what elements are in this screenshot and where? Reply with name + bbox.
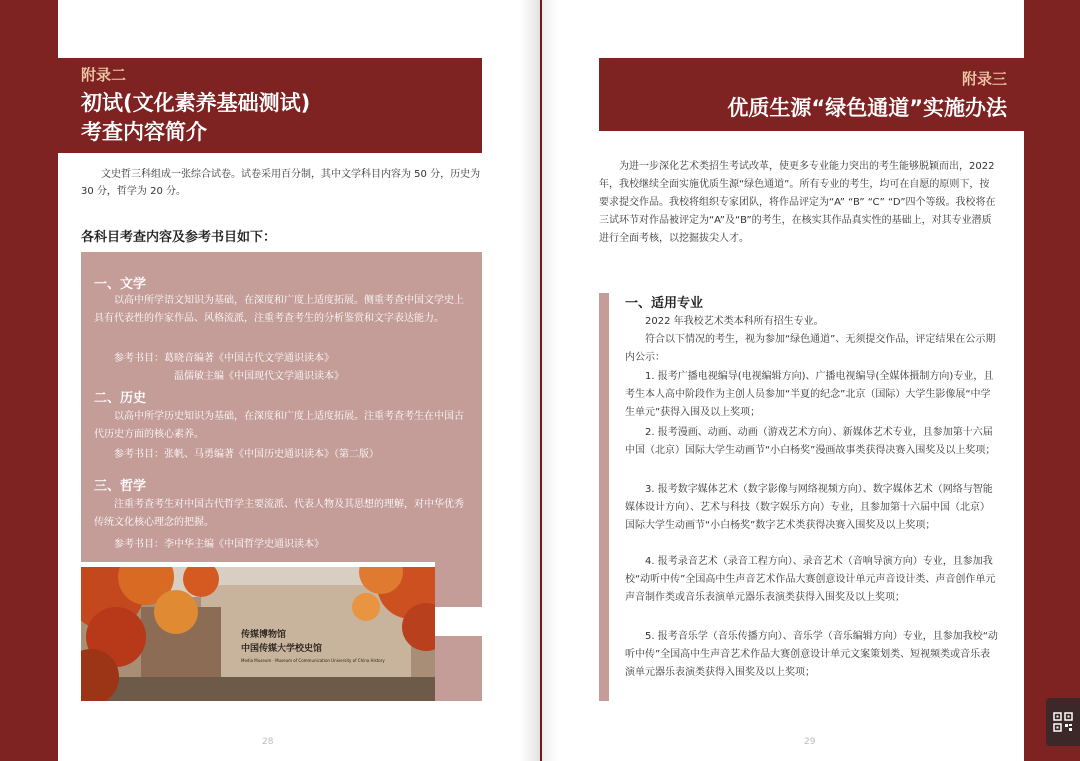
list-item: 2. 报考漫画、动画、动画（游戏艺术方向）、新媒体艺术专业，且参加第十六届中国（北京）国际大学生动画节“小白杨奖”漫画故事类获得决赛入围奖及以上奖项； <box>625 427 996 456</box>
sign-text: Media Museum · Museum of Communication University of China History <box>241 658 385 663</box>
page-title-line-1: 初试(文化素养基础测试) <box>81 91 311 115</box>
right-page <box>542 0 1024 761</box>
section-text-history: 以高中所学历史知识为基础，在深度和广度上适度拓展。注重考查考生在中国古代历史方面的核心素养。 <box>94 411 464 440</box>
left-title-banner <box>58 58 482 153</box>
qr-code-button[interactable] <box>1046 698 1080 746</box>
campus-museum-photo <box>81 567 435 701</box>
section-text-philosophy: 注重考查考生对中国古代哲学主要流派、代表人物及其思想的理解，对中华优秀传统文化核心理念的把握。 <box>94 499 464 528</box>
intro-paragraph: 为进一步深化艺术类招生考试改革，使更多专业能力突出的考生能够脱颖而出，2022 年，我校继续全面实施优质生源“绿色通道”。所有专业的考生，均可在自愿的原则下，按要求提交作品。我校将组织专家团队，将作品评定为“A” “B” “C” “D”四个等级。我校将在三试环节对作品被评定为“A”及“B”的考生，在核实其作品真实性的基础上，对其专业潜质进行全面考核，以挖掘拔尖人才。 <box>599 161 996 244</box>
left-page <box>58 0 540 761</box>
decor-block <box>435 636 482 701</box>
qr-code-icon <box>1053 712 1073 732</box>
section-title-philosophy: 三、哲学 <box>94 479 147 494</box>
sign-text: 中国传媒大学校史馆 <box>241 644 323 654</box>
appendix-label: 附录三 <box>961 70 1007 88</box>
sign-text: 传媒博物馆 <box>241 630 287 640</box>
page-number: 29 <box>804 737 816 747</box>
subjects-box <box>81 252 482 562</box>
appendix-label: 附录二 <box>81 66 127 84</box>
section-title: 一、适用专业 <box>625 296 704 311</box>
reference-book: 参考书目：葛晓音编著《中国古代文学通识读本》 <box>114 353 334 364</box>
section-title-history: 二、历史 <box>94 391 147 406</box>
page-title-line-2: 考查内容简介 <box>81 120 207 144</box>
reference-book: 参考书目：李中华主编《中国哲学史通识读本》 <box>114 539 324 550</box>
page-title: 优质生源“绿色通道”实施办法 <box>727 96 1007 120</box>
decor-block <box>435 562 482 607</box>
section-title-literature: 一、文学 <box>94 277 147 292</box>
section-text-literature: 以高中所学语文知识为基础，在深度和广度上适度拓展。侧重考查中国文学史上具有代表性的作家作品、风格流派，注重考查考生的分析鉴赏和文字表达能力。 <box>94 295 464 324</box>
subheading: 各科目考查内容及参考书目如下： <box>81 230 277 245</box>
paragraph: 符合以下情况的考生，视为参加“绿色通道”、无须提交作品，评定结果在公示期内公示： <box>625 334 996 363</box>
page-number: 28 <box>262 737 274 747</box>
accent-bar <box>599 293 609 701</box>
intro-paragraph: 文史哲三科组成一张综合试卷。试卷采用百分制，其中文学科目内容为 50 分，历史为 30 分，哲学为 20 分。 <box>81 169 481 197</box>
list-item: 4. 报考录音艺术（录音工程方向）、录音艺术（音响导演方向）专业，且参加我校“动听中传”全国高中生声音艺术作品大赛创意设计单元声音设计类、声音创作单元声音制作类或音乐表演单元器乐表演类获得入围奖及以上奖项； <box>625 556 996 603</box>
reference-book: 温儒敏主编《中国现代文学通识读本》 <box>174 371 344 382</box>
right-title-banner <box>599 58 1024 131</box>
list-item: 1. 报考广播电视编导(电视编辑方向)、广播电视编导(全媒体摄制方向)专业，且考生本人高中阶段作为主创人员参加“半夏的纪念”北京（国际）大学生影像展“中学生单元”获得入围及以上奖项； <box>625 371 994 418</box>
paragraph: 2022 年我校艺术类本科所有招生专业。 <box>645 316 824 327</box>
reference-book: 参考书目：张帆、马勇编著《中国历史通识读本》（第二版） <box>114 449 379 460</box>
list-item: 3. 报考数字媒体艺术（数字影像与网络视频方向）、数字媒体艺术（网络与智能媒体设计方向）、艺术与科技（数字娱乐方向）专业，且参加第十六届中国（北京）国际大学生动画节“小白杨奖”数字艺术类获得决赛入围奖及以上奖项； <box>625 484 993 531</box>
list-item: 5. 报考音乐学（音乐传播方向）、音乐学（音乐编辑方向）专业，且参加我校“动听中传”全国高中生声音艺术作品大赛创意设计单元文案策划类、短视频类或音乐表演单元器乐表演类获得入围奖及以上奖项； <box>625 631 998 678</box>
